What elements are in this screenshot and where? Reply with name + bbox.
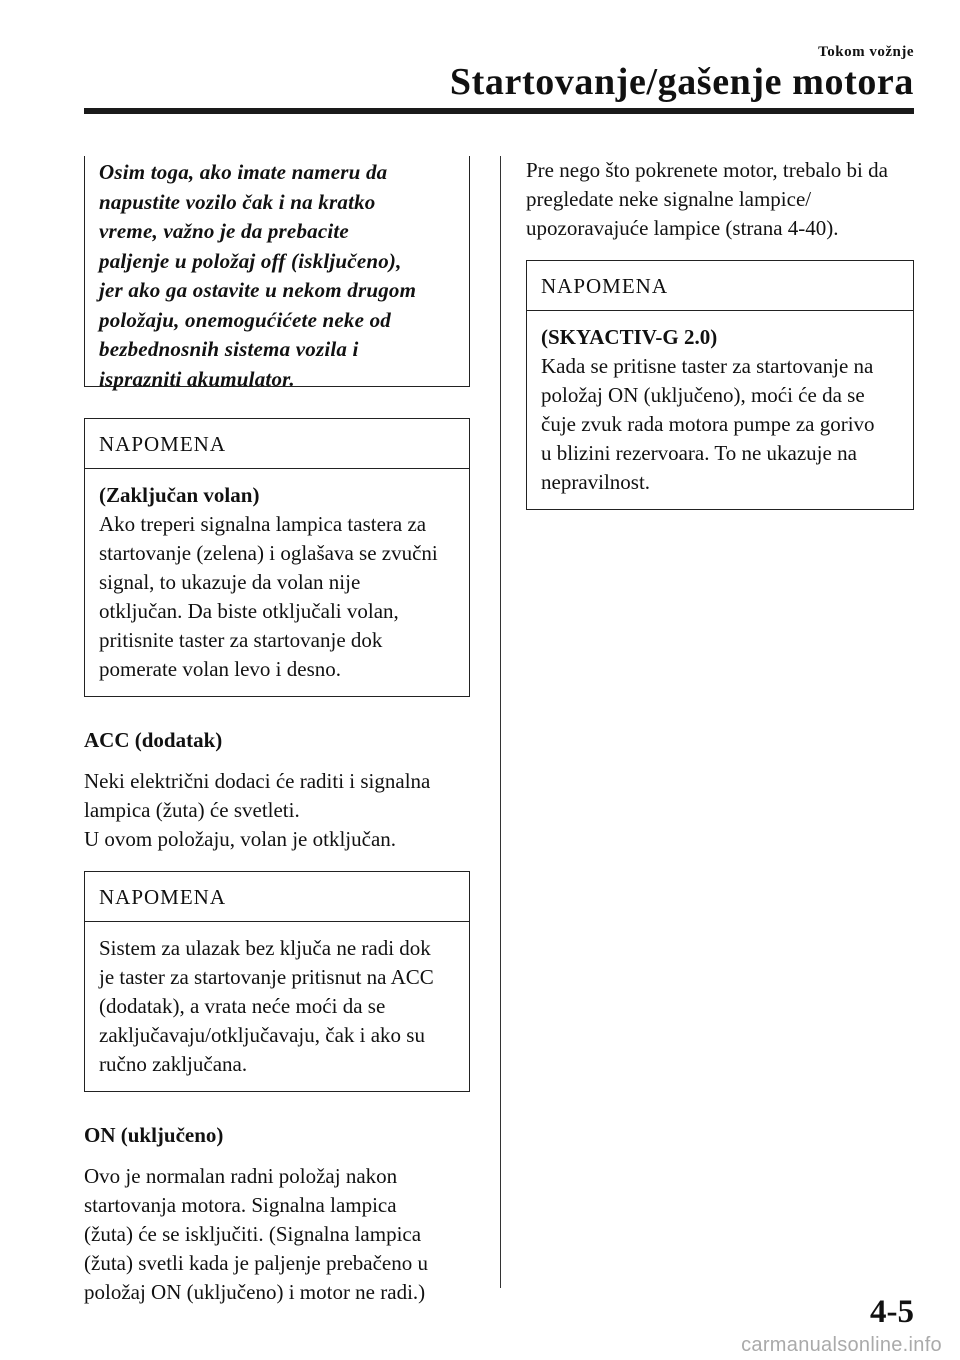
note-line: otključan. Da biste otključali volan, bbox=[99, 599, 399, 623]
note-steering-lock bbox=[84, 418, 470, 697]
note-body bbox=[85, 922, 469, 1091]
note-line: pomerate volan levo i desno. bbox=[99, 657, 342, 681]
note-acc bbox=[84, 871, 470, 1092]
intro-line: upozoravajuće lampice (strana 4-40). bbox=[526, 216, 839, 240]
intro-paragraph bbox=[526, 156, 914, 243]
acc-line: Neki električni dodaci će raditi i signalna bbox=[84, 769, 431, 793]
note-line: Kada se pritisne taster za startovanje na bbox=[541, 354, 874, 378]
note-line: (dodatak), a vrata neće moći da se bbox=[99, 994, 386, 1018]
header-rule bbox=[84, 108, 914, 114]
note-heading: NAPOMENA bbox=[527, 261, 913, 311]
warning-line: vreme, važno je da prebacite bbox=[99, 219, 349, 243]
column-divider bbox=[500, 156, 501, 1288]
note-subheading: (Zaključan volan) bbox=[99, 483, 260, 507]
warning-line: bezbednosnih sistema vozila i bbox=[99, 337, 359, 361]
note-fuel-pump bbox=[526, 260, 914, 510]
on-line: Ovo je normalan radni položaj nakon bbox=[84, 1164, 398, 1188]
note-line: u blizini rezervoara. To ne ukazuje na bbox=[541, 441, 857, 465]
note-heading: NAPOMENA bbox=[85, 872, 469, 922]
left-column bbox=[84, 156, 470, 1307]
note-line: zaključavaju/otključavaju, čak i ako su bbox=[99, 1023, 425, 1047]
warning-line: jer ako ga ostavite u nekom drugom bbox=[99, 278, 417, 302]
note-body bbox=[85, 469, 469, 696]
note-line: Sistem za ulazak bez ključa ne radi dok bbox=[99, 936, 431, 960]
on-line: položaj ON (uključeno) i motor ne radi.) bbox=[84, 1280, 426, 1304]
note-line: je taster za startovanje pritisnut na ACC bbox=[99, 965, 434, 989]
acc-line: U ovom položaju, volan je otključan. bbox=[84, 827, 397, 851]
note-body bbox=[527, 311, 913, 509]
note-line: čuje zvuk rada motora pumpe za gorivo bbox=[541, 412, 875, 436]
note-line: nepravilnost. bbox=[541, 470, 651, 494]
note-line: položaj ON (uključeno), moći će da se bbox=[541, 383, 865, 407]
acc-paragraph bbox=[84, 767, 470, 854]
note-line: pritisnite taster za startovanje dok bbox=[99, 628, 383, 652]
acc-line: lampica (žuta) će svetleti. bbox=[84, 798, 300, 822]
header-title: Startovanje/gašenje motora bbox=[449, 61, 914, 103]
note-subheading: (SKYACTIV-G 2.0) bbox=[541, 325, 718, 349]
warning-text bbox=[85, 156, 469, 408]
header-subtitle: Tokom vožnje bbox=[818, 44, 914, 60]
right-column bbox=[526, 156, 914, 510]
warning-line: položaju, onemogućićete neke od bbox=[99, 307, 392, 332]
warning-line: isprazniti akumulator. bbox=[99, 366, 295, 391]
watermark-link[interactable]: carmanualsonline.info bbox=[741, 1334, 942, 1356]
note-line: startovanje (zelena) i oglašava se zvučni bbox=[99, 541, 438, 565]
note-line: ručno zaključana. bbox=[99, 1052, 248, 1076]
intro-line: Pre nego što pokrenete motor, trebalo bi da bbox=[526, 158, 888, 182]
note-line: signal, to ukazuje da volan nije bbox=[99, 570, 361, 594]
on-line: (žuta) će se isključiti. (Signalna lampica bbox=[84, 1222, 422, 1246]
on-heading: ON (uključeno) bbox=[84, 1123, 224, 1147]
on-paragraph bbox=[84, 1162, 470, 1307]
warning-line: Osim toga, ako imate nameru da bbox=[99, 160, 388, 184]
on-line: (žuta) svetli kada je paljenje prebačeno u bbox=[84, 1251, 428, 1275]
note-line: Ako treperi signalna lampica tastera za bbox=[99, 512, 427, 536]
warning-box bbox=[84, 156, 470, 391]
on-line: startovanja motora. Signalna lampica bbox=[84, 1193, 397, 1217]
warning-line: paljenje u položaj off (isključeno), bbox=[99, 248, 402, 273]
intro-line: pregledate neke signalne lampice/ bbox=[526, 187, 812, 211]
note-heading: NAPOMENA bbox=[85, 419, 469, 469]
warning-line: napustite vozilo čak i na kratko bbox=[99, 189, 376, 214]
page-number: 4-5 bbox=[870, 1294, 914, 1330]
acc-heading: ACC (dodatak) bbox=[84, 728, 223, 752]
